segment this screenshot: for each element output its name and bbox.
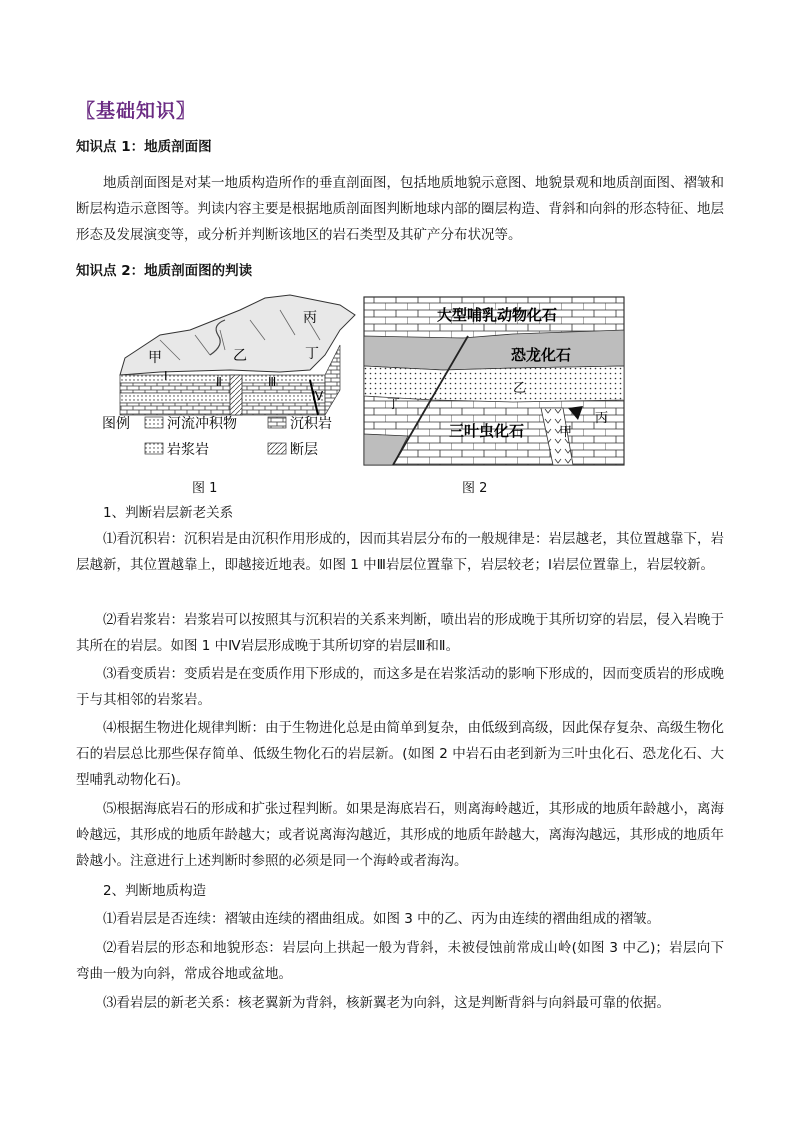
section-2-heading: 2、判断地质构造 (103, 883, 207, 899)
figure-1-block-diagram (100, 290, 360, 465)
legend-river-swatch (145, 417, 163, 428)
figure-1-caption: 图 1 (192, 481, 218, 496)
knowledge-point-2-title: 知识点 2：地质剖面图的判读 (76, 263, 253, 279)
section-1-para-5: ⑸根据海底岩石的形成和扩张过程判断。如果是海底岩石，则离海岭越近，其形成的地质年龄越小，离海岭越远，其形成的地质年龄越大；或者说离海沟越近，其形成的地质年龄越大，离海沟越远，其形成的地质年龄越小。注意进行上述判断时参照的必须是同一个海岭或者海沟。 (76, 801, 724, 869)
legend-sedimentary-swatch (268, 417, 286, 428)
section-1-para-1: ⑴看沉积岩：沉积岩是由沉积作用形成的，因而其岩层分布的一般规律是：岩层越老，其位置越靠下，岩层越新，其位置越靠上，即越接近地表。如图 1 中Ⅲ岩层位置靠下，岩层较老；Ⅰ岩层位置靠上，岩层较新。 (76, 531, 724, 573)
fig2-label-bing: 丙 (595, 411, 609, 426)
section-title: 〖基础知识〗 (76, 100, 197, 122)
section-1-para-3: ⑶看变质岩：变质岩是在变质作用下形成的，而这多是在岩浆活动的影响下形成的，因而变质岩的形成晚于与其相邻的岩浆岩。 (76, 666, 724, 708)
fig1-label-I: Ⅰ (164, 369, 168, 383)
fig1-label-II: Ⅱ (216, 375, 222, 389)
figure-2-caption: 图 2 (462, 481, 488, 496)
section-1-para-2: ⑵看岩浆岩：岩浆岩可以按照其与沉积岩的关系来判断，喷出岩的形成晚于其所切穿的岩层，侵入岩晚于其所在的岩层。如图 1 中Ⅳ岩层形成晚于其所切穿的岩层Ⅲ和Ⅱ。 (76, 612, 724, 654)
fig1-label-III: Ⅲ (268, 375, 277, 389)
fig1-label-bing: 丙 (303, 310, 317, 326)
section-2-para-2: ⑵看岩层的形态和地貌形态：岩层向上拱起一般为背斜，未被侵蚀前常成山岭(如图 3 中乙)；岩层向下弯曲一般为向斜，常成谷地或盆地。 (76, 940, 724, 982)
fig2-label-dino: 恐龙化石 (511, 346, 572, 364)
fig1-label-ding: 丁 (305, 346, 319, 362)
section-2-para-1: ⑴看岩层是否连续：褶皱由连续的褶曲组成。如图 3 中的乙、丙为由连续的褶曲组成的褶皱。 (103, 911, 661, 927)
fig2-label-mammal: 大型哺乳动物化石 (437, 306, 558, 324)
fig2-label-trilobite: 三叶虫化石 (449, 422, 525, 440)
section-2-para-3: ⑶看岩层的新老关系：核老翼新为背斜，核新翼老为向斜，这是判断背斜与向斜最可靠的依据。 (103, 995, 670, 1011)
legend-fault: 断层 (290, 442, 318, 458)
fig1-label-yi: 乙 (233, 348, 247, 364)
section-1-para-4: ⑷根据生物进化规律判断：由于生物进化总是由简单到复杂，由低级到高级，因此保存复杂、高级生物化石的岩层总比那些保存简单、低级生物化石的岩层新。(如图 2 中岩石由老到新为三叶虫化石、恐龙化石、大型哺乳动物化石)。 (76, 720, 724, 788)
legend-river: 河流冲积物 (167, 416, 237, 432)
legend-magmatic: 岩浆岩 (167, 442, 209, 458)
knowledge-point-1-paragraph: 地质剖面图是对某一地质构造所作的垂直剖面图，包括地质地貌示意图、地貌景观和地质剖面图、褶皱和断层构造示意图等。判读内容主要是根据地质剖面图判断地球内部的圈层构造、背斜和向斜的形态特征、地层形态及发展演变等，或分析并判断该地区的岩石类型及其矿产分布状况等。 (76, 175, 724, 243)
legend-title: 图例 (102, 416, 130, 432)
knowledge-point-1-title: 知识点 1：地质剖面图 (76, 139, 212, 155)
legend-magmatic-swatch (145, 443, 163, 454)
fig1-label-jia: 甲 (148, 350, 162, 366)
legend-sedimentary: 沉积岩 (290, 416, 332, 432)
figure-2-cross-section (363, 296, 625, 466)
fig2-label-ding: 丁 (387, 397, 401, 412)
fig2-label-jia: 甲 (559, 425, 573, 440)
legend-fault-swatch (268, 443, 286, 454)
section-1-heading: 1、判断岩层新老关系 (103, 505, 234, 521)
fig1-label-IV: Ⅳ (312, 389, 324, 403)
fig2-label-yi: 乙 (513, 381, 527, 396)
